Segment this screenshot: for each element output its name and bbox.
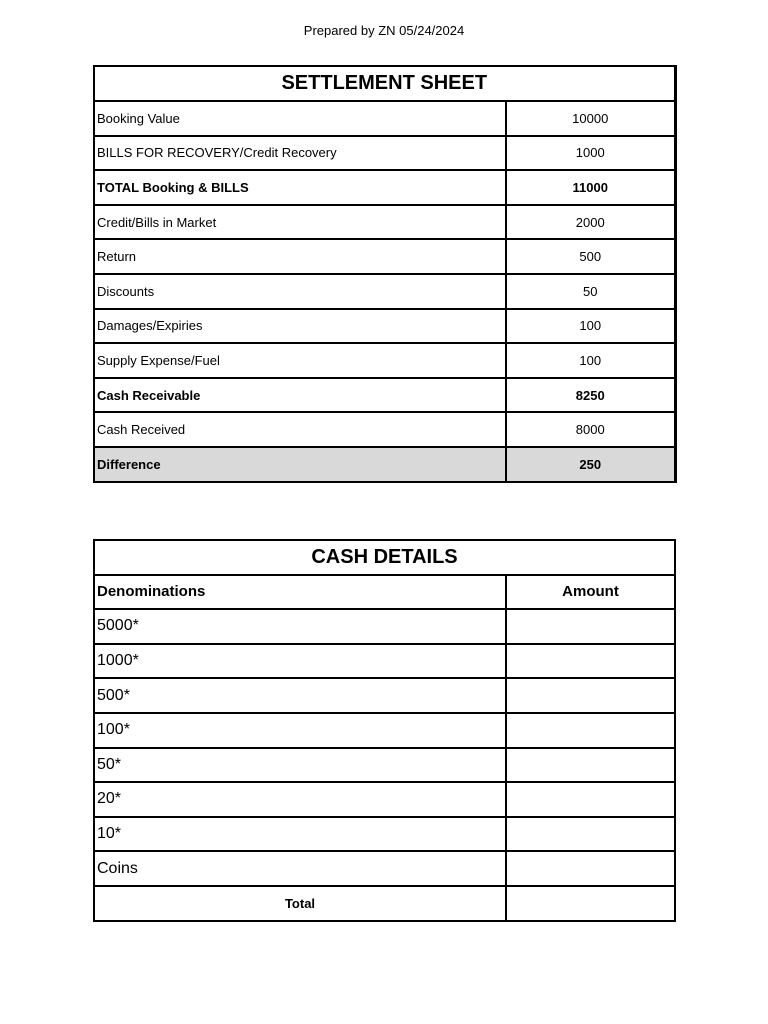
settlement-label: Damages/Expiries <box>94 309 506 344</box>
denomination-amount-cell <box>506 678 675 713</box>
denomination-amount-cell <box>506 782 675 817</box>
settlement-title-row <box>94 66 675 101</box>
settlement-label: Discounts <box>94 274 506 309</box>
denomination-label: 1000* <box>94 644 506 679</box>
denomination-label: 20* <box>94 782 506 817</box>
settlement-label: Cash Received <box>94 412 506 447</box>
settlement-row-damages-expiries <box>94 309 675 344</box>
settlement-value: 500 <box>506 239 675 274</box>
settlement-value: 2000 <box>506 205 675 240</box>
denominations-header: Denominations <box>94 575 506 610</box>
settlement-value: 8000 <box>506 412 675 447</box>
cash-row-10 <box>94 817 675 852</box>
denomination-label: 10* <box>94 817 506 852</box>
total-amount-cell <box>506 886 675 921</box>
settlement-sheet-table <box>93 65 677 483</box>
amount-header: Amount <box>506 575 675 610</box>
denomination-amount-cell <box>506 851 675 886</box>
denomination-label: 500* <box>94 678 506 713</box>
settlement-value: 100 <box>506 343 675 378</box>
cash-row-20 <box>94 782 675 817</box>
settlement-value: 11000 <box>506 170 675 205</box>
cash-total-row <box>94 886 675 921</box>
settlement-label: Supply Expense/Fuel <box>94 343 506 378</box>
settlement-row-discounts <box>94 274 675 309</box>
denomination-label: 5000* <box>94 609 506 644</box>
settlement-row-credit-bills-in-market <box>94 205 675 240</box>
settlement-value: 8250 <box>506 378 675 413</box>
cash-row-100 <box>94 713 675 748</box>
settlement-label: BILLS FOR RECOVERY/Credit Recovery <box>94 136 506 171</box>
settlement-label: Difference <box>94 447 506 482</box>
cash-title-row <box>94 540 675 575</box>
cash-row-coins <box>94 851 675 886</box>
denomination-amount-cell <box>506 713 675 748</box>
settlement-value: 10000 <box>506 101 675 136</box>
settlement-label: TOTAL Booking & BILLS <box>94 170 506 205</box>
cash-row-50 <box>94 748 675 783</box>
settlement-value: 250 <box>506 447 675 482</box>
settlement-row-total-booking-bills <box>94 170 675 205</box>
cash-details-table <box>93 539 676 922</box>
cash-row-500 <box>94 678 675 713</box>
denomination-amount-cell <box>506 644 675 679</box>
denomination-amount-cell <box>506 748 675 783</box>
settlement-row-cash-received <box>94 412 675 447</box>
settlement-label: Cash Receivable <box>94 378 506 413</box>
denomination-amount-cell <box>506 609 675 644</box>
settlement-row-supply-expense-fuel <box>94 343 675 378</box>
settlement-row-difference <box>94 447 675 482</box>
settlement-row-cash-receivable <box>94 378 675 413</box>
settlement-row-booking-value <box>94 101 675 136</box>
settlement-row-bills-for-recovery <box>94 136 675 171</box>
total-label: Total <box>94 886 506 921</box>
denomination-amount-cell <box>506 817 675 852</box>
settlement-label: Return <box>94 239 506 274</box>
settlement-label: Credit/Bills in Market <box>94 205 506 240</box>
cash-header-row <box>94 575 675 610</box>
cash-details-title: CASH DETAILS <box>94 540 675 575</box>
settlement-value: 50 <box>506 274 675 309</box>
settlement-row-return <box>94 239 675 274</box>
settlement-value: 1000 <box>506 136 675 171</box>
prepared-by-note: Prepared by ZN 05/24/2024 <box>303 23 465 38</box>
settlement-sheet-title: SETTLEMENT SHEET <box>94 66 675 101</box>
denomination-label: 100* <box>94 713 506 748</box>
cash-row-1000 <box>94 644 675 679</box>
cash-row-5000 <box>94 609 675 644</box>
denomination-label: 50* <box>94 748 506 783</box>
settlement-value: 100 <box>506 309 675 344</box>
settlement-label: Booking Value <box>94 101 506 136</box>
denomination-label: Coins <box>94 851 506 886</box>
